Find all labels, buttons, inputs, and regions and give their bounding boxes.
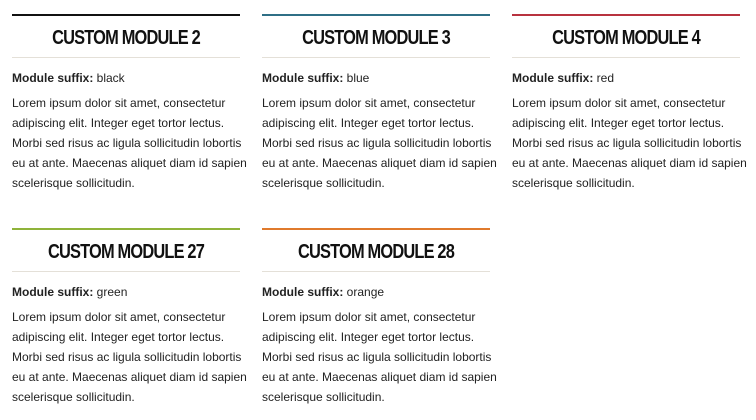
module-body-text: Lorem ipsum dolor sit amet, consectetur adipiscing elit. Integer eget tortor lectus. Morbi sed risus ac ligula sollicitudin lobortis eu at ante. Maecenas aliquet diam id sapien scelerisque sollicitudin. xyxy=(12,96,247,190)
module-suffix-value: orange xyxy=(346,285,385,299)
module-suffix-value: red xyxy=(596,71,615,85)
module-suffix-label: Module suffix: xyxy=(12,71,94,85)
module-title: CUSTOM MODULE 4 xyxy=(552,27,700,49)
module-title: CUSTOM MODULE 3 xyxy=(302,27,450,49)
module-body-text: Lorem ipsum dolor sit amet, consectetur adipiscing elit. Integer eget tortor lectus. Morbi sed risus ac ligula sollicitudin lobortis eu at ante. Maecenas aliquet diam id sapien scelerisque sollicitudin. xyxy=(262,310,497,404)
module-green xyxy=(12,228,247,407)
module-suffix-value: blue xyxy=(346,71,370,85)
module-top-border xyxy=(12,14,240,16)
module-body-text: Lorem ipsum dolor sit amet, consectetur adipiscing elit. Integer eget tortor lectus. Morbi sed risus ac ligula sollicitudin lobortis eu at ante. Maecenas aliquet diam id sapien scelerisque sollicitudin. xyxy=(262,96,497,190)
module-suffix xyxy=(12,70,240,86)
module-suffix-label: Module suffix: xyxy=(262,285,344,299)
module-suffix-label: Module suffix: xyxy=(12,285,94,299)
module-body-text: Lorem ipsum dolor sit amet, consectetur adipiscing elit. Integer eget tortor lectus. Morbi sed risus ac ligula sollicitudin lobortis eu at ante. Maecenas aliquet diam id sapien scelerisque sollicitudin. xyxy=(512,96,747,190)
module-divider xyxy=(512,57,740,58)
module-title: CUSTOM MODULE 2 xyxy=(52,27,200,49)
module-title: CUSTOM MODULE 28 xyxy=(297,241,455,263)
module-suffix-label: Module suffix: xyxy=(512,71,594,85)
module-blue xyxy=(262,14,497,193)
module-red xyxy=(512,14,747,193)
module-orange xyxy=(262,228,497,407)
module-suffix-value: black xyxy=(96,71,125,85)
module-top-border xyxy=(12,228,240,230)
module-suffix xyxy=(12,284,240,300)
module-divider xyxy=(12,271,240,272)
module-suffix xyxy=(512,70,740,86)
module-suffix-value: green xyxy=(96,285,128,299)
module-suffix-label: Module suffix: xyxy=(262,71,344,85)
module-divider xyxy=(262,271,490,272)
module-divider xyxy=(12,57,240,58)
module-divider xyxy=(262,57,490,58)
module-title: CUSTOM MODULE 27 xyxy=(47,241,205,263)
module-top-border xyxy=(512,14,740,16)
module-suffix xyxy=(262,70,490,86)
module-top-border xyxy=(262,14,490,16)
module-black xyxy=(12,14,247,193)
module-suffix xyxy=(262,284,490,300)
module-top-border xyxy=(262,228,490,230)
module-body-text: Lorem ipsum dolor sit amet, consectetur adipiscing elit. Integer eget tortor lectus. Morbi sed risus ac ligula sollicitudin lobortis eu at ante. Maecenas aliquet diam id sapien scelerisque sollicitudin. xyxy=(12,310,247,404)
